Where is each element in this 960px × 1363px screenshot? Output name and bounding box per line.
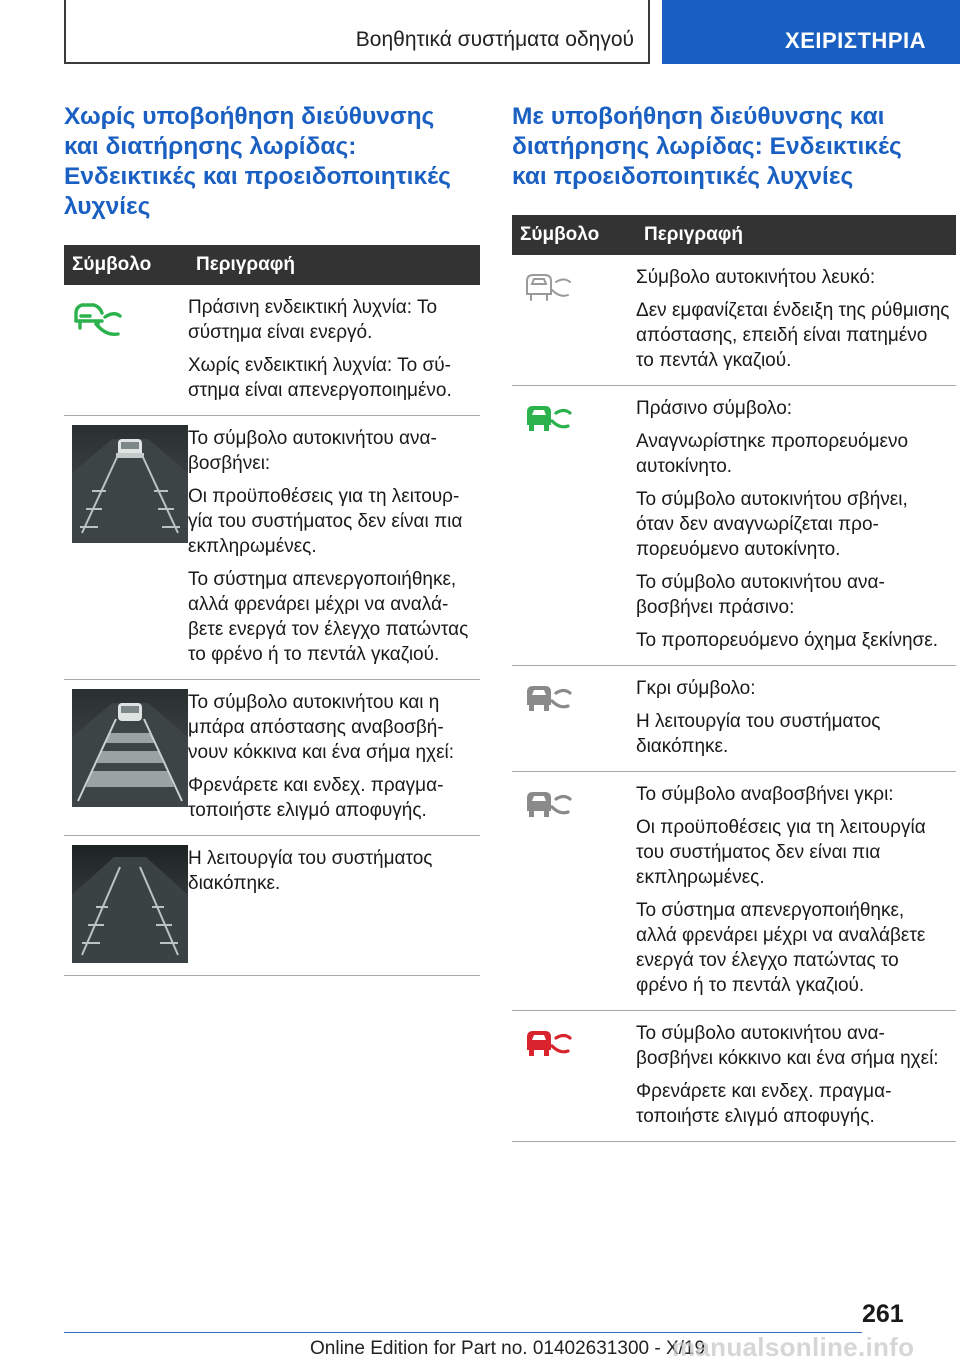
assist-car-icon-gray-blink — [520, 781, 580, 829]
header-section-box — [64, 0, 650, 64]
desc-paragraph: Δεν εμφανίζεται ένδειξη της ρύθμισης απόστασης, επειδή είναι πατημένο το πεντάλ γκαζιού. — [636, 300, 950, 371]
assist-icon-green — [72, 294, 132, 342]
desc-paragraph: Το σύμβολο αναβοσβήνει γκρι: — [636, 784, 894, 805]
desc-paragraph: Το σύστημα απενεργοποιήθηκε, αλλά φρενάρει μέχρι να αναλάβετε ενεργά τον έλεγχο πατώντας το φρένο ή το πεντάλ γκαζιού. — [188, 569, 469, 665]
assist-car-icon-green — [520, 395, 580, 443]
page-number: 261 — [862, 1300, 904, 1328]
desc-paragraph: Το σύμβολο αυτοκινήτου αναβοσβήνει πράσινο: — [636, 572, 885, 618]
desc-paragraph: Γκρι σύμβολο: — [636, 678, 756, 699]
left-table — [64, 245, 480, 976]
desc-paragraph: Το σύμβολο αυτοκινήτου αναβοσβήνει κόκκινο και ένα σήμα ηχεί: — [636, 1023, 939, 1069]
desc-paragraph: Το σύστημα απενεργοποιήθηκε, αλλά φρενάρει μέχρι να αναλάβετε ενεργά τον έλεγχο πατώντας το φρένο ή το πεντάλ γκαζιού. — [636, 900, 926, 996]
section-title: Βοηθητικά συστήματα οδηγού — [355, 28, 634, 51]
assist-car-icon-gray — [520, 675, 580, 723]
left-col-symbol: Σύμβολο — [64, 245, 188, 285]
desc-paragraph: Αναγνωρίστηκε προπορευόμενο αυτοκίνητο. — [636, 431, 909, 477]
left-col-description: Περιγραφή — [188, 245, 480, 285]
table-row — [64, 416, 480, 680]
desc-paragraph: Το σύμβολο αυτοκινήτου σβήνει, όταν δεν αναγνωρίζεται προπορευόμενο αυτοκίνητο. — [636, 489, 908, 560]
edition-note: Online Edition for Part no. 01402631300 - X/19 — [310, 1338, 706, 1359]
table-row — [64, 285, 480, 416]
table-row — [64, 836, 480, 976]
desc-paragraph: Χωρίς ενδεικτική λυχνία: Το σύστημα είναι απενεργοποιημένο. — [188, 355, 452, 401]
desc-paragraph: Οι προϋποθέσεις για τη λειτουργία του συστήματος δεν είναι πια εκπληρωμένες. — [188, 486, 463, 557]
left-column — [64, 102, 480, 976]
right-table — [512, 215, 956, 1142]
road-empty-image — [72, 845, 188, 963]
table-row — [64, 680, 480, 836]
right-heading: Με υποβοήθηση διεύθυνσης και διατήρησης λωρίδας: Ενδεικτικές και προειδοποιητικές λυχνίες — [512, 103, 902, 190]
road-vehicle-image-white — [72, 425, 188, 543]
desc-paragraph: Φρενάρετε και ενδεχ. πραγματοποιήστε ελιγμό αποφυγής. — [188, 775, 444, 821]
desc-paragraph: Φρενάρετε και ενδεχ. πραγματοποιήστε ελιγμό αποφυγής. — [636, 1081, 892, 1127]
chapter-tab: ΧΕΙΡΙΣΤΗΡΙΑ — [662, 0, 960, 64]
desc-paragraph: Το σύμβολο αυτοκινήτου αναβοσβήνει: — [188, 428, 437, 474]
desc-paragraph: Το προπορευόμενο όχημα ξεκίνησε. — [636, 630, 939, 651]
left-heading: Χωρίς υποβοήθηση διεύθυνσης και διατήρησης λωρίδας: Ενδεικτικές και προειδοποιητικές λυχνίες — [64, 103, 451, 220]
table-row — [512, 666, 956, 772]
desc-paragraph: Πράσινη ενδεικτική λυχνία: Το σύστημα είναι ενεργό. — [188, 297, 438, 343]
desc-paragraph: Η λειτουργία του συστήματος διακόπηκε. — [636, 711, 881, 757]
assist-car-icon-white — [520, 264, 580, 312]
right-col-symbol: Σύμβολο — [512, 215, 636, 255]
table-row — [512, 772, 956, 1011]
desc-paragraph: Σύμβολο αυτοκινήτου λευκό: — [636, 267, 876, 288]
desc-paragraph: Η λειτουργία του συστήματος διακόπηκε. — [188, 848, 433, 894]
table-row — [512, 255, 956, 386]
desc-paragraph: Το σύμβολο αυτοκινήτου και η μπάρα απόστασης αναβοσβήνουν κόκκινα και ένα σήμα ηχεί: — [188, 692, 455, 763]
desc-paragraph: Οι προϋποθέσεις για τη λειτουργία του συστήματος δεν είναι πια εκπληρωμένες. — [636, 817, 926, 888]
desc-paragraph: Πράσινο σύμβολο: — [636, 398, 793, 419]
road-vehicle-bars-image — [72, 689, 188, 807]
table-row — [512, 1011, 956, 1142]
table-row — [512, 386, 956, 666]
assist-car-icon-red — [520, 1020, 580, 1068]
right-col-description: Περιγραφή — [636, 215, 956, 255]
watermark: manualsonline.info — [672, 1332, 915, 1362]
right-column — [512, 102, 956, 1142]
